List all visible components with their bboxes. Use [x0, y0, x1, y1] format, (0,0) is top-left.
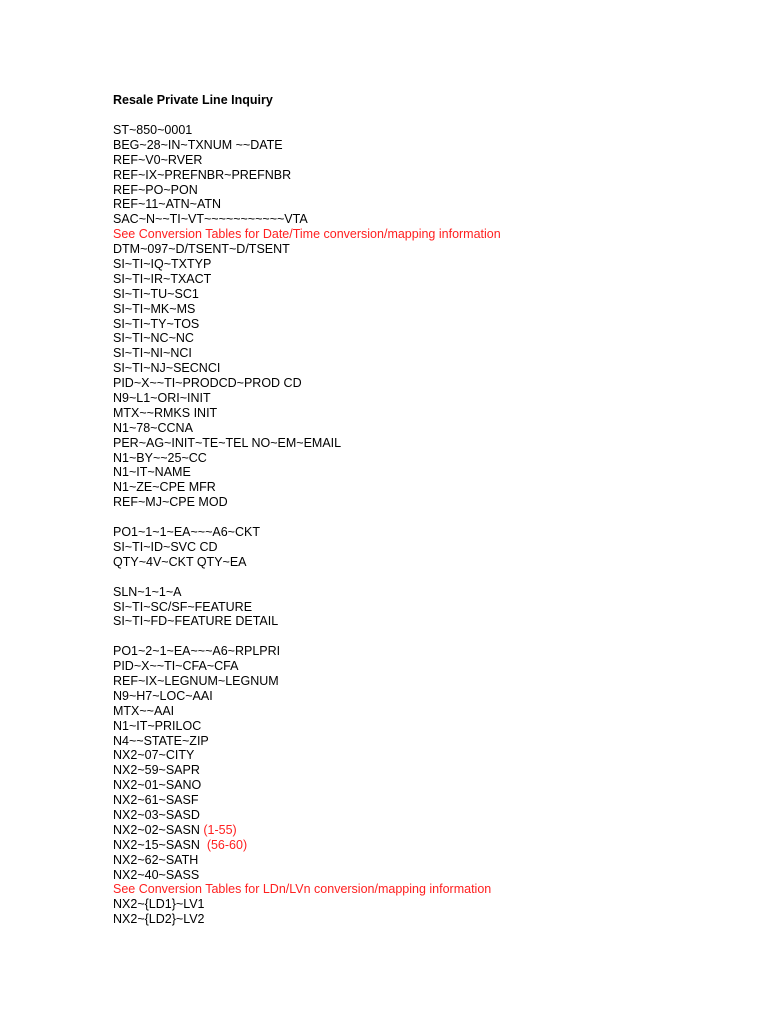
- segment-line: [113, 540, 733, 555]
- segment-line: [113, 138, 733, 153]
- segment-line: [113, 421, 733, 436]
- segment-text: SI~TI~FD~FEATURE DETAIL: [113, 614, 279, 629]
- segment-text: REF~V0~RVER: [113, 152, 203, 167]
- blank-line: [113, 629, 733, 644]
- segment-line: [113, 317, 733, 332]
- conversion-note-line: [113, 227, 733, 242]
- segment-text: N1~78~CCNA: [113, 420, 193, 435]
- segment-line: [113, 734, 733, 749]
- segment-text: BEG~28~IN~TXNUM ~~DATE: [113, 137, 283, 152]
- segment-text: N1~BY~~25~CC: [113, 450, 207, 465]
- segment-text: SI~TI~NJ~SECNCI: [113, 361, 221, 376]
- segment-line: [113, 808, 733, 823]
- segment-line: [113, 868, 733, 883]
- segment-text: N9~H7~LOC~AAI: [113, 688, 213, 703]
- segment-text: NX2~{LD2}~LV2: [113, 912, 205, 927]
- segment-text: REF~IX~PREFNBR~PREFNBR: [113, 167, 292, 182]
- segment-line: [113, 302, 733, 317]
- segment-line: [113, 704, 733, 719]
- segment-line: [113, 197, 733, 212]
- segment-text: NX2~01~SANO: [113, 778, 202, 793]
- segment-line: [113, 555, 733, 570]
- segment-text: NX2~07~CITY: [113, 748, 195, 763]
- segment-line: [113, 123, 733, 138]
- segment-text: NX2~62~SATH: [113, 852, 199, 867]
- blank-line: [113, 570, 733, 585]
- segment-line: [113, 600, 733, 615]
- segment-line: [113, 451, 733, 466]
- segment-text: PO1~2~1~EA~~~A6~RPLPRI: [113, 644, 281, 659]
- segment-text: NX2~03~SASD: [113, 807, 200, 822]
- segment-line: [113, 838, 733, 853]
- segment-text: MTX~~RMKS INIT: [113, 405, 218, 420]
- title-spacer: [113, 108, 733, 123]
- segment-text: SI~TI~ID~SVC CD: [113, 539, 218, 554]
- segment-line: [113, 406, 733, 421]
- segment-line: [113, 912, 733, 927]
- conversion-note-line: [113, 882, 733, 897]
- segment-text: PID~X~~TI~PRODCD~PROD CD: [113, 376, 302, 391]
- segment-text: SLN~1~1~A: [113, 584, 182, 599]
- segment-text: SI~TI~NI~NCI: [113, 346, 192, 361]
- segment-line: [113, 525, 733, 540]
- segment-text: SI~TI~MK~MS: [113, 301, 196, 316]
- document-page: [113, 93, 733, 927]
- segment-line: [113, 376, 733, 391]
- segment-text: N1~IT~PRILOC: [113, 718, 202, 733]
- segment-line: [113, 614, 733, 629]
- segment-line: [113, 748, 733, 763]
- segment-line: [113, 585, 733, 600]
- segment-text: NX2~{LD1}~LV1: [113, 897, 205, 912]
- segment-line: [113, 674, 733, 689]
- segment-line: [113, 346, 733, 361]
- segment-text: SI~TI~TY~TOS: [113, 316, 200, 331]
- segment-list: [113, 123, 733, 927]
- segment-line: [113, 480, 733, 495]
- segment-line: [113, 689, 733, 704]
- range-note: (56-60): [206, 837, 248, 852]
- segment-text: NX2~02~SASN: [113, 822, 204, 837]
- segment-line: [113, 361, 733, 376]
- segment-text: SI~TI~TU~SC1: [113, 286, 199, 301]
- segment-text: MTX~~AAI: [113, 703, 175, 718]
- segment-text: NX2~40~SASS: [113, 867, 200, 882]
- segment-text: ST~850~0001: [113, 123, 193, 137]
- segment-text: REF~MJ~CPE MOD: [113, 495, 228, 510]
- segment-text: N4~~STATE~ZIP: [113, 733, 209, 748]
- range-note: (1-55): [203, 822, 237, 837]
- segment-line: [113, 778, 733, 793]
- segment-text: See Conversion Tables for Date/Time conversion/mapping information: [113, 227, 501, 242]
- segment-text: REF~IX~LEGNUM~LEGNUM: [113, 673, 279, 688]
- segment-line: [113, 644, 733, 659]
- segment-line: [113, 272, 733, 287]
- segment-line: [113, 495, 733, 510]
- segment-line: [113, 331, 733, 346]
- segment-text: SI~TI~SC/SF~FEATURE: [113, 599, 253, 614]
- segment-text: PER~AG~INIT~TE~TEL NO~EM~EMAIL: [113, 435, 342, 450]
- segment-line: [113, 153, 733, 168]
- segment-line: [113, 823, 733, 838]
- segment-line: [113, 168, 733, 183]
- segment-text: REF~PO~PON: [113, 182, 198, 197]
- segment-text: PO1~1~1~EA~~~A6~CKT: [113, 525, 260, 540]
- segment-line: [113, 853, 733, 868]
- segment-text: SI~TI~IR~TXACT: [113, 271, 212, 286]
- segment-text: SI~TI~NC~NC: [113, 331, 194, 346]
- segment-text: NX2~59~SAPR: [113, 763, 200, 778]
- segment-line: [113, 719, 733, 734]
- segment-line: [113, 183, 733, 198]
- blank-line: [113, 510, 733, 525]
- segment-line: [113, 465, 733, 480]
- segment-text: DTM~097~D/TSENT~D/TSENT: [113, 242, 290, 257]
- segment-line: [113, 659, 733, 674]
- segment-text: NX2~15~SASN: [113, 837, 207, 852]
- segment-line: [113, 763, 733, 778]
- segment-line: [113, 242, 733, 257]
- segment-line: [113, 793, 733, 808]
- segment-text: SI~TI~IQ~TXTYP: [113, 257, 212, 272]
- segment-line: [113, 212, 733, 227]
- segment-text: NX2~61~SASF: [113, 793, 199, 808]
- segment-line: [113, 436, 733, 451]
- segment-text: N9~L1~ORI~INIT: [113, 391, 211, 406]
- segment-text: See Conversion Tables for LDn/LVn conversion/mapping information: [113, 882, 492, 897]
- segment-text: QTY~4V~CKT QTY~EA: [113, 554, 247, 569]
- segment-line: [113, 391, 733, 406]
- segment-text: PID~X~~TI~CFA~CFA: [113, 659, 239, 674]
- segment-line: [113, 287, 733, 302]
- segment-text: N1~ZE~CPE MFR: [113, 480, 216, 495]
- segment-text: REF~11~ATN~ATN: [113, 197, 222, 212]
- segment-line: [113, 257, 733, 272]
- segment-text: N1~IT~NAME: [113, 465, 191, 480]
- segment-line: [113, 897, 733, 912]
- document-title: Resale Private Line Inquiry: [113, 93, 273, 107]
- segment-text: SAC~N~~TI~VT~~~~~~~~~~~VTA: [113, 212, 308, 227]
